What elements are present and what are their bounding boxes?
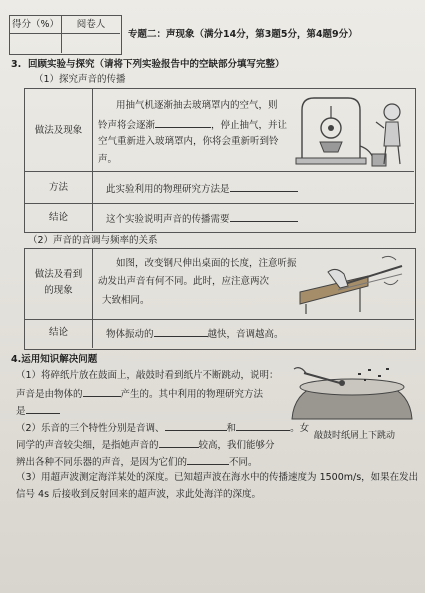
table1-row2-label: 方法: [48, 182, 68, 193]
blank-vibration[interactable]: [83, 386, 121, 397]
blank-bell-volume[interactable]: [155, 117, 211, 128]
q3-line1: （3）用超声波测定海洋某处的深度。已知超声波在海水中的传播速度为 1500m/s，如果在发出: [16, 472, 419, 483]
table1-row3-label: 结论: [48, 212, 68, 223]
table1-row1-line1: 用抽气机逐渐抽去玻璃罩内的空气，则: [116, 100, 278, 111]
table1-row1-line4: 声。: [98, 154, 118, 165]
table1-row3-text: [106, 211, 298, 226]
q1-line2: [16, 386, 263, 401]
answer-area[interactable]: [16, 506, 414, 586]
table1-row1-line2b: ，停止抽气，并让: [211, 120, 288, 131]
blank-vibration-frequency[interactable]: [154, 326, 208, 337]
q1-line3: [16, 403, 60, 418]
table2-row2-text-a: 物体振动的: [106, 329, 154, 340]
table2-row2-label: 结论: [48, 327, 68, 338]
table2-row1-line1: 如图，改变钢尺伸出桌面的长度，注意听振: [116, 258, 297, 269]
q1-line1: （1）将碎纸片放在鼓面上，敲鼓时看到纸片不断跳动，说明：: [16, 370, 279, 381]
q2-line1a: （2）乐音的三个特性分别是音调、: [16, 423, 165, 434]
q2-line3b: 不同。: [229, 457, 258, 468]
blank-music-property-2[interactable]: [236, 420, 290, 431]
reviewer-label: 阅卷人: [76, 19, 106, 30]
table2-row1-line3: [98, 293, 150, 307]
q2-line3a: 辨出各种不同乐器的声音，是因为它们的: [16, 457, 188, 468]
topic-title: 专题二：声现象（满分14分，第3题5分，第4题9分）: [128, 29, 358, 40]
q2-line2a: 同学的声音较尖细，是指她声音的: [16, 440, 159, 451]
table1-row2-prompt: 此实验利用的物理研究方法是: [106, 184, 230, 195]
table2-row1-label-a: 做法及看到: [34, 269, 83, 280]
table1-row1-line3: 空气重新进入玻璃罩内，你将会重新听到铃: [98, 136, 279, 147]
q2-line2b: 较高，我们能够分: [198, 440, 275, 451]
blank-music-property-1[interactable]: [165, 420, 227, 431]
q2-line1: [16, 420, 309, 435]
section3-title: 回顾实验与探究（请将下列实验报告中的空缺部分填写完整）: [28, 59, 285, 70]
q1-line2a: 声音是由物体的: [16, 389, 83, 400]
q2-line1b: 和: [226, 423, 237, 434]
table1-row1-label: 做法及现象: [34, 125, 83, 136]
blank-timbre[interactable]: [187, 454, 229, 465]
blank-research-method-2[interactable]: [26, 403, 60, 414]
table1-row1-line2: [98, 117, 287, 132]
table2-row1-line3-text: 大致相同。: [102, 295, 150, 306]
blank-sound-medium[interactable]: [230, 211, 298, 222]
q2-line2: [16, 437, 275, 452]
section3-number: 3.: [11, 59, 22, 70]
blank-research-method-1[interactable]: [230, 181, 298, 192]
blank-pitch[interactable]: [159, 437, 199, 448]
drum-image-caption: 敲鼓时纸屑上下跳动: [314, 431, 396, 441]
table1-row2-text: [106, 181, 298, 196]
table2-row1-line2: 动发出声音有何不同。此时，应注意两次: [98, 276, 270, 287]
q3-line2: 信号 4s 后接收到反射回来的超声波，求此处海洋的深度。: [16, 489, 262, 500]
part2-title: （2）声音的音调与频率的关系: [28, 235, 158, 246]
table2-row1-label-b: 的现象: [44, 285, 73, 296]
q2-line1c: 。女: [290, 423, 310, 434]
section4-title: 4.运用知识解决问题: [11, 354, 98, 365]
score-label: 得分（%）: [11, 19, 60, 30]
ruler-on-table-illustration: [298, 252, 410, 316]
table2-row2-text-b: 越快，音调越高。: [207, 329, 284, 340]
table2-row2-text: [106, 326, 284, 341]
drum-illustration: [288, 363, 414, 427]
part1-title: （1）探究声音的传播: [34, 74, 126, 85]
bell-jar-illustration: [292, 92, 410, 170]
table1-row1-line2a: 铃声将会逐渐: [98, 120, 156, 131]
table1-row3-prompt: 这个实验说明声音的传播需要: [106, 214, 230, 225]
q1-line2b: 产生的。其中利用的物理研究方法: [120, 389, 264, 400]
q1-line3-prompt: 是: [16, 406, 26, 417]
q2-line3: [16, 454, 258, 469]
